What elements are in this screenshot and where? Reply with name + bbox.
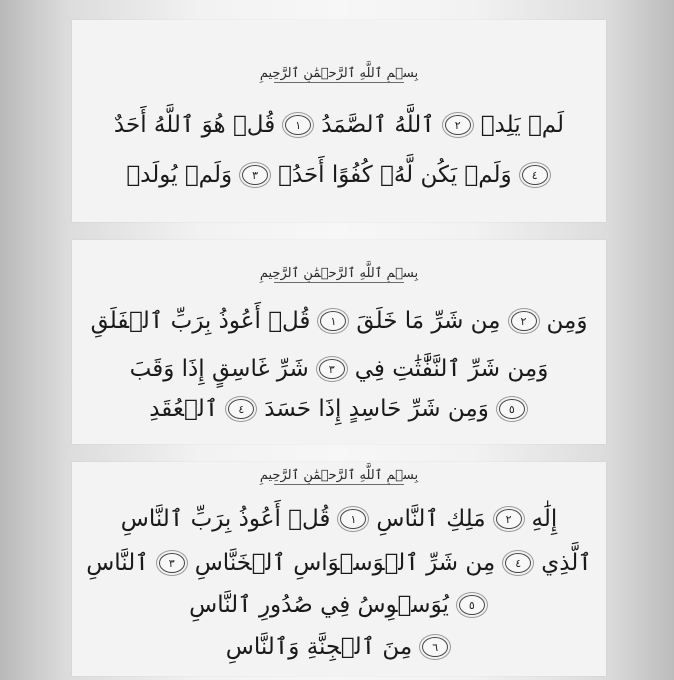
ayah-number-marker: ٤ [522, 165, 548, 185]
ayah-text: قُلۡ أَعُوذُ بِرَبِّ ٱلۡفَلَقِ [90, 308, 311, 334]
verse-line [110, 162, 568, 188]
verse-line [86, 550, 592, 576]
verse-line [110, 112, 568, 138]
ayah-number-marker: ١ [320, 311, 346, 331]
ayah-text: ٱلۡعُقَدِ [149, 396, 219, 422]
surah-panel-falaq [72, 240, 606, 444]
verse-line [110, 356, 568, 382]
ayah-text: وَمِن شَرِّ حَاسِدٍ إِذَا حَسَدَ [264, 396, 489, 422]
ayah-number-marker: ٣ [159, 553, 185, 573]
ayah-number-marker: ٥ [499, 399, 525, 419]
ayah-number-marker: ٢ [496, 509, 522, 529]
ayah-text: وَلَمۡ يَكُن لَّهُۥ كُفُوًا أَحَدُۢ [278, 162, 512, 188]
ayah-text: ٱللَّهُ ٱلصَّمَدُ [321, 112, 435, 138]
ayah-text: ٱلنَّاسِ [86, 550, 149, 576]
ayah-number-marker: ٦ [422, 637, 448, 657]
ayah-text: قُلۡ هُوَ ٱللَّهُ أَحَدٌ [113, 112, 276, 138]
verse-line [90, 308, 588, 334]
ayah-text: وَمِن [546, 308, 588, 334]
ayah-text: مَلِكِ ٱلنَّاسِ [376, 506, 486, 532]
ayah-number-marker: ٥ [459, 595, 485, 615]
verse-line [110, 634, 568, 660]
ayah-number-marker: ٤ [228, 399, 254, 419]
ayah-text: ٱلَّذِي [541, 550, 592, 576]
ayah-text: وَمِن شَرِّ ٱلنَّفَّٰثَٰتِ فِي [354, 356, 549, 382]
ayah-text: إِلَٰهِ [531, 506, 558, 532]
verse-line [110, 506, 568, 532]
ayah-text: لَمۡ يَلِدۡ [480, 112, 565, 138]
ayah-text: مِن شَرِّ ٱلۡوَسۡوَاسِ ٱلۡخَنَّاسِ [194, 550, 496, 576]
ayah-number-marker: ٢ [445, 115, 471, 135]
ayah-text: يُوَسۡوِسُ فِي صُدُورِ ٱلنَّاسِ [189, 592, 449, 618]
basmala: بِسۡمِ ٱللَّهِ ٱلرَّحۡمَٰنِ ٱلرَّحِيمِ [72, 66, 606, 81]
ayah-number-marker: ١ [340, 509, 366, 529]
surah-panel-ikhlas [72, 20, 606, 222]
basmala: بِسۡمِ ٱللَّهِ ٱلرَّحۡمَٰنِ ٱلرَّحِيمِ [72, 266, 606, 281]
surah-panel-nas [72, 462, 606, 676]
ayah-number-marker: ١ [285, 115, 311, 135]
ayah-number-marker: ٢ [511, 311, 537, 331]
ayah-number-marker: ٣ [242, 165, 268, 185]
ayah-number-marker: ٣ [319, 359, 345, 379]
ayah-text: وَلَمۡ يُولَدۡ [126, 162, 233, 188]
verse-line [110, 592, 568, 618]
ayah-text: قُلۡ أَعُوذُ بِرَبِّ ٱلنَّاسِ [120, 506, 331, 532]
ayah-text: مِنَ ٱلۡجِنَّةِ وَٱلنَّاسِ [225, 634, 413, 660]
basmala: بِسۡمِ ٱللَّهِ ٱلرَّحۡمَٰنِ ٱلرَّحِيمِ [72, 468, 606, 483]
verse-line [110, 396, 568, 422]
ayah-text: شَرِّ غَاسِقٍ إِذَا وَقَبَ [129, 356, 309, 382]
ayah-number-marker: ٤ [505, 553, 531, 573]
ayah-text: مِن شَرِّ مَا خَلَقَ [356, 308, 501, 334]
